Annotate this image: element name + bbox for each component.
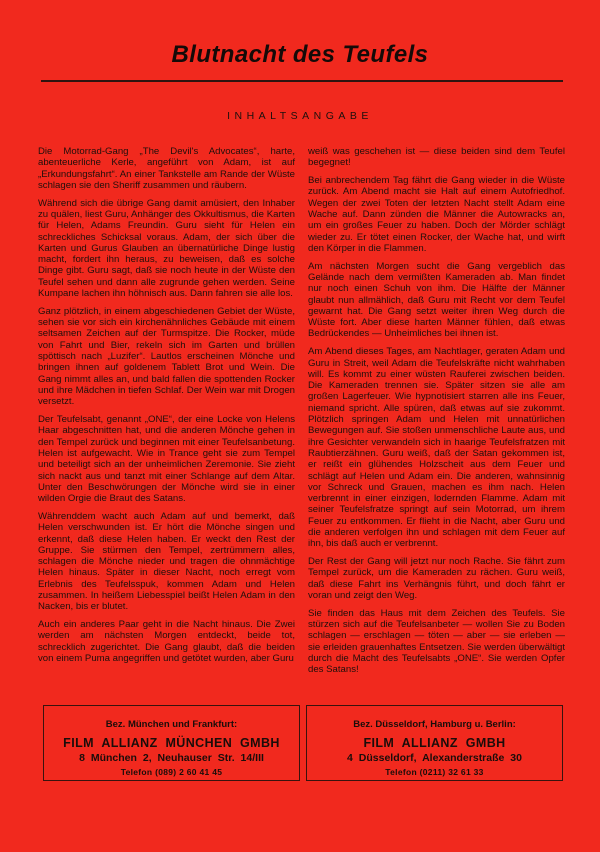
synopsis-paragraph: Bei anbrechendem Tag fährt die Gang wieder in die Wüste zurück. Am Abend macht sie Halt auf einem Autofriedhof. Wegen der zwei Toten der letzten Nacht stellt Adam eine Wache auf. Dann zünden die Männer die Autowracks an, um ein großes Feuer zu haben. Doch der Mörder schlägt wieder zu. Er tötet einen Rocker, der Wache hat, und wirft den Körper in die Flammen. [308,175,565,254]
distributor-region-label: Bez. München und Frankfurt: [105,719,238,730]
synopsis-paragraph: Ganz plötzlich, in einem abgeschiedenen Gebiet der Wüste, sehen sie vor sich ein kirchenähnliches Gebäude mit einem seltsamen Zeichen auf der Turmspitze. Die Rocker, müde von Fahrt und Bier, rekeln sich im Garten und brüllen spöttisch nach „Luzifer“. Lautlos erscheinen Mönche und bringen ihnen auf goldenem Tablett Brot und Wein. Die Gang nimmt alles an, und bald fallen die spottenden Rocker und ihre Mädchen in tiefen Schlaf. Der Wein war mit Drogen versetzt. [38,305,295,408]
synopsis-paragraph: Am nächsten Morgen sucht die Gang vergeblich das Gelände nach dem vermißten Kameraden ab. Man findet nur noch einen Schuh von ihm. Die Hälfte der Männer glaubt nun allmählich, daß Guru mit Recht vor dem Teufel gewarnt hat. Die Gang setzt weiter ihren Weg durch die Wüste fort. Aber diese harten Männer fühlen, daß etwas Bedrückendes — Unheimliches bei ihnen ist. [308,260,565,340]
synopsis-paragraph: Die Motorrad-Gang „The Devil's Advocates“, harte, abenteuerliche Kerle, angeführt von Adam, ist auf „Erkundungsfahrt“. An einer Tankstelle am Rande der Wüste schlagen sie den Sheriff zusammen und räubern. [38,146,295,191]
distributor-box-duesseldorf-hamburg-berlin [306,705,563,781]
synopsis-columns [38,146,565,682]
distributor-phone: Telefon (0211) 32 61 33 [385,767,484,777]
synopsis-heading: INHALTSANGABE [227,110,373,122]
synopsis-paragraph: Am Abend dieses Tages, am Nachtlager, geraten Adam und Guru in Streit, weil Adam die Teufelskräfte nicht wahrhaben will. Es kommt zu einer wüsten Rauferei zwischen beiden. Die Kameraden trennen sie. Später sitzen sie alle am großen Lagerfeuer. Wie hypnotisiert starren alle ins Feuer, niemand spricht. Alle spüren, daß etwas auf sie zukommt. Plötzlich springen Adam und Helen mit unnatürlichen Bewegungen auf. Sie stoßen unmenschliche Laute aus, und ihre Gesichter verwandeln sich in haarige Teufelsfratzen mit Raubtierzähnen. Guru weiß, daß der Satan gekommen ist, er reißt ein glühendes Holzscheit aus dem Feuer und schlägt auf Helen und Adam ein. Die anderen, wahnsinnig vor Schreck und Grauen, machen es ihm nach. Helen verbrennt in einer einzigen, lodernden Flamme. Adam mit seiner Teufelsfratze springt auf sein Motorrad, um ihrem Feuer zu entkommen. Er flieht in die Nacht, aber Guru und die anderen verfolgen ihn und schlagen mit dem Feuer auf ihn, bis daß auch er verbrennt. [308,346,565,550]
distributor-company-name: FILM ALLIANZ GMBH [363,736,506,750]
synopsis-right-column [308,146,565,682]
distributor-address: 8 München 2, Neuhauser Str. 14/III [79,752,264,764]
synopsis-paragraph: Der Teufelsabt, genannt „ONE“, der eine Locke von Helens Haar abgeschnitten hat, und die anderen Mönche gehen in den Tempel zurück und beginnen mit einer Teufelsanbetung. Helen ist aufgewacht. Wie in Trance geht sie zum Tempel und beteiligt sich an der unheimlichen Zeremonie. Sie zieht sich nackt aus und tanzt mit einer Schlange auf dem Altar. Unter den Beschwörungen der Mönche wird sie in einer wilden Orgie die Braut des Satans. [38,414,295,505]
distributor-address: 4 Düsseldorf, Alexanderstraße 30 [347,752,522,764]
distributor-phone: Telefon (089) 2 60 41 45 [120,767,223,777]
synopsis-paragraph: Auch ein anderes Paar geht in die Nacht hinaus. Die Zwei werden am nächsten Morgen entdeckt, beide tot, schrecklich zugerichtet. Die Gang glaubt, daß die beiden von einem Puma angegriffen und getötet wurden, aber Guru [38,619,295,664]
title-divider-rule [41,80,563,82]
synopsis-paragraph: Sie finden das Haus mit dem Zeichen des Teufels. Sie stürzen sich auf die Teufelsanbeter — wollen Sie zu Boden schlagen — erschlagen — töten — aber — sie erleben — sie erleiden grauenhaftes Entsetzen. Sie werden überwältigt durch die Macht des Teufelsabts „ONE“. Sie werden Opfer des Satans! [308,607,565,676]
synopsis-paragraph: weiß was geschehen ist — diese beiden sind dem Teufel begegnet! [308,146,565,169]
distributor-box-munich-frankfurt [43,705,300,781]
distributor-company-name: FILM ALLIANZ MÜNCHEN GMBH [63,736,280,750]
synopsis-left-column [38,146,295,682]
film-title: Blutnacht des Teufels [171,41,429,68]
distributor-footer [43,705,563,781]
synopsis-paragraph: Der Rest der Gang will jetzt nur noch Rache. Sie fährt zum Tempel zurück, um die Kameraden zu rächen. Guru weiß, daß diese Fahrt ins Verhängnis führt, und doch fährt er voran und zeigt den Weg. [308,556,565,601]
distributor-region-label: Bez. Düsseldorf, Hamburg u. Berlin: [353,719,516,730]
synopsis-paragraph: Während sich die übrige Gang damit amüsiert, den Inhaber zu quälen, liest Guru, Anhänger des Okkultismus, die Karten für Helen, Adams Freundin. Guru sieht für Helen ein schreckliches Schicksal voraus. Adam, der sich über die Karten und Gurus Glauben an übernatürliche Dinge lustig macht, fordert ihn heraus, zu beweisen, daß es solche Dinge gibt. Guru sagt, daß sie noch heute in der Wüste den Teufel sehen und dann alle zugrunde gehen werden. Seine Kumpane lachen ihn höhnisch aus. Dann fahren sie alle los. [38,197,295,300]
synopsis-paragraph: Währenddem wacht auch Adam auf und bemerkt, daß Helen verschwunden ist. Er hört die Mönche singen und erkennt, daß diese Helen haben. Er weckt den Rest der Gruppe. Sie stürmen den Tempel, zertrümmern alles, schlagen die Mönche nieder und tragen die ohnmächtige Helen hinaus. Später in dieser Nacht, noch erregt vom Erlebnis des Teufelsspuk, kommen Adam und Helen zusammen. In heißem Liebesspiel beißt Helen Adam in den Nacken, bis er blutet. [38,510,295,613]
